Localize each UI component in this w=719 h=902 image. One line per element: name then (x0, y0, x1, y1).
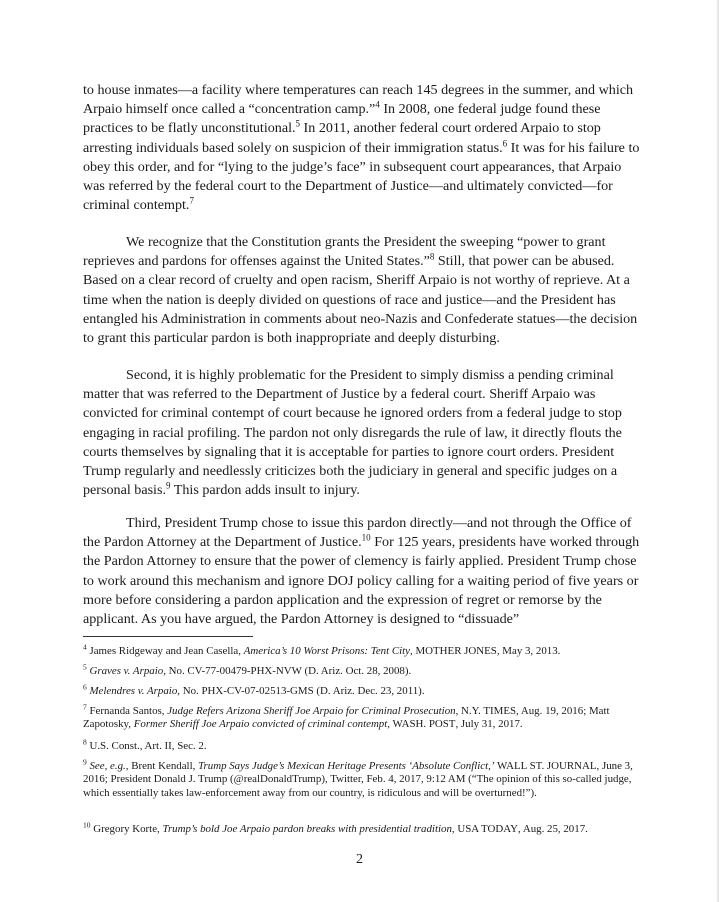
footnote-5: $^5$ Graves v. Arpaio, No. CV-77-00479-PHX-NVW (D. Ariz. Oct. 28, 2008). (83, 662, 412, 677)
publication-name: , MOTHER JONES (410, 645, 497, 657)
publication-name: , WASH. POST (387, 718, 456, 731)
footnote-7: $^7$ Fernanda Santos, Judge Refers Arizona Sheriff Joe Arpaio for Criminal Prosecution, N.Y. TIMES, Aug. 19, 2016; Matt Zapotosky, Former Sheriff Joe Arpaio convicted of criminal contempt, WASH. POST, July 31, 2017. (83, 702, 610, 731)
citation-title: Judge Refers Arizona Sheriff Joe Arpaio for Criminal Prosecution (167, 705, 456, 717)
footnote-ref-9[interactable]: 9 (165, 480, 171, 491)
publication-name: , USA TODAY (451, 823, 518, 835)
citation-title: Trump Says Judge’s Mexican Heritage Presents ‘Absolute Conflict,’ (198, 760, 495, 772)
citation-title: America’s 10 Worst Prisons: Tent City (243, 645, 411, 657)
citation-title: Former Sheriff Joe Arpaio convicted of criminal contempt (133, 718, 388, 731)
case-name: Melendres v. Arpaio (86, 685, 178, 697)
footnote-ref-6[interactable]: 6 (502, 137, 508, 148)
footnote-ref-7[interactable]: 7 (189, 195, 194, 206)
footnote-ref-8[interactable]: 8 (429, 251, 435, 262)
paragraph-text: For 125 years, presidents have worked through the Pardon Attorney to ensure that the power of clemency is fairly applied. President Trump chose to work around this mechanism and ignore DOJ policy calling for a waiting period of five years or more before considering a pardon application and the expression of regret or remorse by the applicant. As you have argued, the Pardon Attorney is designed to “dissuade” (83, 534, 640, 628)
footnote-9: $^9$ See, e.g., Brent Kendall, Trump Says Judge’s Mexican Heritage Presents ‘Absolute Conflict,’ WALL ST. JOURNAL, June 3, 2016; President Donald J. Trump (@realDonaldTrump), Twitter, Feb. 4, 2017, 9:12 AM (“The opinion of this so-called judge, which essentially takes law-enforcement away from our country, is ridiculous and will be overturned!”). (83, 757, 633, 799)
paragraph-text: In 2011, another federal court ordered Arpaio to stop arresting individuals based solely on suspicion of their immigration status. (83, 120, 601, 156)
footnote-number: 6 (83, 682, 87, 692)
footnote-ref-4[interactable]: 4 (375, 99, 380, 110)
paragraph-pardon-power (83, 233, 643, 348)
citation-signal: See, e.g. (86, 760, 126, 772)
paragraph-text: Second, it is highly problematic for the President to simply dismiss a pending criminal matter that was referred to the Department of Justice by a federal court. Sheriff Arpaio was convicted for criminal contempt of court because he ignored orders from a federal judge to stop engaging in racial profiling. The pardon not only disregards the rule of law, it directly flouts the courts themselves by signaling that it is acceptable for parties to ignore court orders. President Trump regularly and needlessly criticizes both the judiciary in general and specific judges on a personal basis. (83, 367, 622, 499)
footnote-number: 9 (83, 757, 87, 767)
footnote-6: $^6$ Melendres v. Arpaio, No. PHX-CV-07-02513-GMS (D. Ariz. Dec. 23, 2011). (83, 682, 425, 697)
paragraph-text: It was for his failure to obey this order, and for “lying to the judge’s face” in subsequent court appearances, that Arpaio was referred by the federal court to the Department of Justice—and ultimately convicted—for criminal contempt. (83, 139, 640, 214)
footnote-ref-10[interactable]: 10 (361, 532, 371, 543)
paragraph-third-point (83, 514, 643, 629)
footnote-number: 7 (83, 702, 87, 712)
citation-title: Trump’s bold Joe Arpaio pardon breaks with presidential tradition (162, 823, 452, 835)
case-name: Graves v. Arpaio (86, 665, 164, 677)
paragraph-second-point (83, 366, 643, 500)
footnote-number: 5 (83, 662, 87, 672)
footnote-8: $^8$ U.S. Const., Art. II, Sec. 2. (83, 737, 207, 752)
paragraph-text: to house inmates—a facility where temperatures can reach 145 degrees in the summer, and which Arpaio himself once called a “concentration camp.” (83, 82, 634, 118)
paragraph-text: This pardon adds insult to injury. (170, 482, 360, 499)
paragraph-text: We recognize that the Constitution grants the President the sweeping “power to grant reprieves and pardons for offenses against the United States.” (83, 234, 606, 270)
publication-name: WALL ST. JOURNAL (494, 760, 597, 772)
footnote-ref-5[interactable]: 5 (295, 118, 301, 129)
publication-name: , N.Y. TIMES (455, 705, 517, 717)
footnote-number: 8 (83, 737, 87, 747)
footnote-10: $^{10}$ Gregory Korte, Trump’s bold Joe Arpaio pardon breaks with presidential tradition, USA TODAY, Aug. 25, 2017. (83, 820, 588, 835)
footnote-4: $^4$ James Ridgeway and Jean Casella, America’s 10 Worst Prisons: Tent City, MOTHER JONES, May 3, 2013. (83, 642, 561, 657)
paragraph-arpaio-history (83, 81, 643, 215)
paragraph-text: Third, President Trump chose to issue this pardon directly—and not through the Office of the Pardon Attorney at the Department of Justice. (83, 515, 632, 551)
paragraph-text: In 2008, one federal judge found these practices to be flatly unconstitutional. (83, 101, 601, 137)
footnote-number: 10 (83, 820, 91, 830)
footnote-divider (83, 636, 253, 637)
footnote-number: 4 (83, 642, 87, 652)
paragraph-text: Still, that power can be abused. Based on a clear record of cruelty and open racism, Sheriff Arpaio is not worthy of reprieve. At a time when the nation is deeply divided on questions of race and justice—and the President has entangled his Administration in comments about neo-Nazis and Confederate statues—the decision to grant this particular pardon is both inappropriate and deeply disturbing. (83, 253, 638, 347)
page-number: 2 (356, 852, 363, 867)
